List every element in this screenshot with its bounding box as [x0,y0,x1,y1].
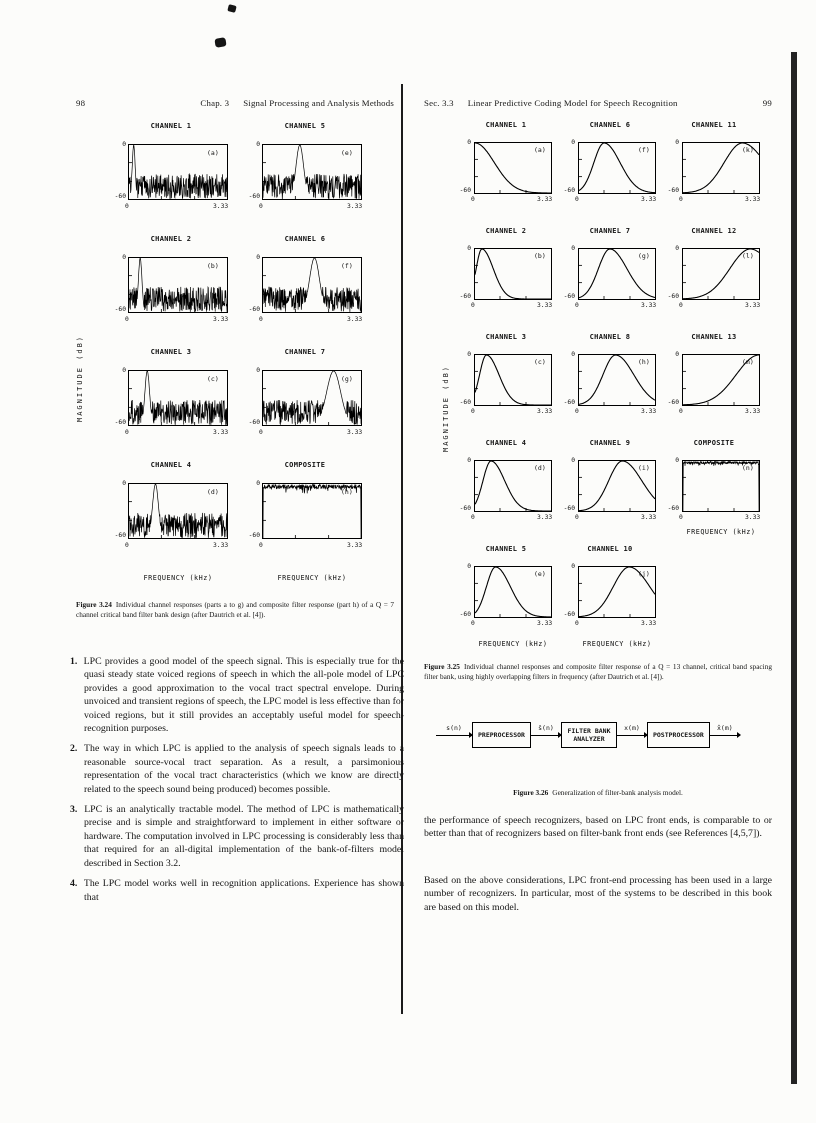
y-axis-max-label: 0 [571,563,575,570]
filter-response-curve [129,258,227,312]
y-axis-min-label: -60 [667,505,679,512]
plot-title: CHANNEL 12 [691,227,737,235]
plot-title: CHANNEL 5 [284,122,326,130]
filter-response-curve [683,143,759,193]
x-axis-min-label: 0 [259,542,263,549]
plot-title: CHANNEL 8 [589,333,631,341]
filter-response-curve [579,143,655,193]
plot-canvas [474,248,552,300]
x-axis-min-label: 0 [575,620,579,627]
plot-title: CHANNEL 3 [150,348,192,356]
plot-canvas [474,566,552,618]
plot-title: CHANNEL 1 [150,122,192,130]
section-label: Sec. 3.3 [424,98,454,108]
y-axis-min-label: -60 [248,193,260,200]
y-axis-max-label: 0 [675,245,679,252]
plot-part-letter: (b) [534,252,546,260]
y-axis-max-label: 0 [122,141,126,148]
y-axis-max-label: 0 [571,139,575,146]
plot-part-letter: (k) [742,146,754,154]
plot-body [454,118,558,224]
arrow-icon [436,735,472,736]
list-item-text: The way in which LPC is applied to the analysis of speech signals leads to a reasonable source-vocal tract separation. As a result, a parsimonious representation of the vocal tract characteristics (which we know are directly related to the speech sound being produced) becomes possible. [80,743,404,795]
filter-response-plot [238,344,372,457]
plot-body [238,118,372,231]
filter-response-plot [662,118,766,224]
plot-part-letter: (d) [207,488,219,496]
y-axis-max-label: 0 [571,457,575,464]
plot-canvas [128,257,228,313]
right-running-head [424,98,772,108]
plot-body [558,224,662,330]
x-axis-max-label: 3.33 [641,408,657,415]
figure-3-24-caption [76,600,394,619]
filter-response-curve [263,145,361,199]
y-axis-max-label: 0 [571,245,575,252]
plot-body [454,224,558,330]
filter-response-plot [454,224,558,330]
figure-3-26-caption [424,788,772,798]
y-axis-max-label: 0 [256,141,260,148]
y-axis-min-label: -60 [114,306,126,313]
filter-response-curve [579,249,655,298]
plot-body [238,231,372,344]
y-axis-min-label: -60 [459,611,471,618]
filter-response-curve [263,371,361,425]
plot-part-letter: (g) [638,252,650,260]
body-paragraph: Based on the above considerations, LPC front-end processing has been used in a large number of recognizers. In particular, most of the systems to be described in this book are based on this model. [424,875,772,913]
y-axis-min-label: -60 [563,505,575,512]
y-axis-min-label: -60 [563,293,575,300]
plot-part-letter: (f) [638,146,650,154]
plot-part-letter: (c) [534,358,546,366]
y-axis-min-label: -60 [459,187,471,194]
x-axis-title: FREQUENCY (kHz) [478,640,548,648]
spacer [678,98,763,108]
postprocessor-block: POSTPROCESSOR [647,722,710,748]
x-axis-title: FREQUENCY (kHz) [582,640,652,648]
y-axis-max-label: 0 [256,254,260,261]
x-axis-min-label: 0 [575,408,579,415]
filter-response-plot [104,118,238,231]
filter-response-curve [475,567,551,617]
x-axis-min-label: 0 [125,429,129,436]
x-axis-min-label: 0 [575,302,579,309]
x-axis-min-label: 0 [259,203,263,210]
arrow-icon [531,735,561,736]
x-axis-min-label: 0 [125,203,129,210]
list-item-text: LPC provides a good model of the speech signal. This is especially true for the quasi steady state voiced regions of speech in which the all-pole model of LPC provides a good approximation to the vocal tract spectral envelope. During unvoiced and transient regions of speech, the LPC model is less effective than for voiced regions, but it still provides an acceptably useful model for speech-recognition purposes. [80,656,404,735]
plot-part-letter: (f) [341,262,353,270]
filter-bank-analyzer-block: FILTER BANK ANALYZER [561,722,617,748]
y-axis-title-right: MAGNITUDE (dB) [442,364,450,452]
y-axis-min-label: -60 [667,399,679,406]
x-axis-max-label: 3.33 [745,514,761,521]
y-axis-max-label: 0 [467,351,471,358]
plot-part-letter: (m) [742,358,754,366]
y-axis-max-label: 0 [256,480,260,487]
plot-body [454,542,558,648]
plot-canvas [682,354,760,406]
x-axis-title: FREQUENCY (kHz) [143,574,213,582]
y-axis-min-label: -60 [563,399,575,406]
filter-response-plot [662,436,766,542]
caption-label: Figure 3.26 [513,788,549,797]
y-axis-max-label: 0 [122,254,126,261]
filter-response-curve [475,355,551,405]
plot-part-letter: (d) [534,464,546,472]
y-axis-min-label: -60 [459,399,471,406]
section-title: Linear Predictive Coding Model for Speech Recognition [467,98,678,108]
numbered-list-item [70,877,404,904]
plot-body [104,118,238,231]
plot-part-letter: (a) [207,149,219,157]
x-axis-max-label: 3.33 [745,408,761,415]
filter-response-plot [558,118,662,224]
numbered-list [70,655,404,911]
caption-label: Figure 3.24 [76,600,112,609]
plot-body [662,436,766,542]
plot-title: CHANNEL 6 [284,235,326,243]
y-axis-min-label: -60 [563,187,575,194]
filter-response-curve [475,249,551,299]
plot-part-letter: (a) [534,146,546,154]
filter-response-plot [454,330,558,436]
y-axis-max-label: 0 [467,457,471,464]
caption-text: Individual channel responses and composite filter response of a Q = 13 channel, critical band spacing filter bank, using highly overlapping filters in frequency (after Dautrich et al. [4]). [424,662,772,681]
x-axis-min-label: 0 [471,196,475,203]
plot-grid-spacer [662,542,766,648]
plot-canvas [474,142,552,194]
plot-canvas [682,142,760,194]
plot-part-letter: (i) [638,464,650,472]
filter-response-plot [238,457,372,570]
filter-response-plot [454,436,558,542]
plot-canvas [128,483,228,539]
plot-canvas [682,248,760,300]
y-axis-max-label: 0 [675,457,679,464]
filter-response-plot [558,542,662,648]
left-page-number: 98 [76,98,86,108]
plot-canvas [682,460,760,512]
scan-mark [227,4,236,13]
scan-edge-shadow [791,52,797,1084]
list-item-text: The LPC model works well in recognition applications. Experience has shown that [80,878,404,903]
plot-title: CHANNEL 5 [485,545,527,553]
filter-response-plot [662,224,766,330]
filter-response-plot [558,224,662,330]
filter-response-curve [579,461,655,511]
signal-label: x(m) [624,723,640,732]
spacer [85,98,200,108]
y-axis-min-label: -60 [114,532,126,539]
numbered-list-item [70,742,404,796]
plot-part-letter: (h) [341,488,353,496]
plot-body [104,344,238,457]
filter-response-plot [238,231,372,344]
x-axis-max-label: 3.33 [347,203,363,210]
plot-part-letter: (b) [207,262,219,270]
plot-part-letter: (h) [638,358,650,366]
x-axis-title: FREQUENCY (kHz) [686,528,756,536]
plot-body [454,436,558,542]
plot-title: CHANNEL 7 [589,227,631,235]
x-axis-max-label: 3.33 [641,302,657,309]
filter-response-curve [683,249,759,299]
filter-response-curve [129,371,227,425]
chapter-label: Chap. 3 [200,98,230,108]
plot-canvas [578,354,656,406]
plot-canvas [578,460,656,512]
filter-response-curve [579,355,655,404]
y-axis-max-label: 0 [467,563,471,570]
x-axis-max-label: 3.33 [745,302,761,309]
plot-body [662,330,766,436]
filter-response-plot [104,231,238,344]
filter-response-plot [558,436,662,542]
y-axis-max-label: 0 [256,367,260,374]
plot-body [104,457,238,570]
x-axis-min-label: 0 [259,316,263,323]
chapter-title: Signal Processing and Analysis Methods [243,98,394,108]
signal-arrow [617,723,647,736]
filter-response-plot [454,118,558,224]
filter-response-curve [683,355,759,405]
right-page-number: 99 [762,98,772,108]
plot-body [104,231,238,344]
y-axis-max-label: 0 [122,367,126,374]
signal-label: s(n) [446,723,462,732]
filter-response-curve [263,258,361,312]
x-axis-max-label: 3.33 [347,429,363,436]
x-axis-max-label: 3.33 [537,196,553,203]
filter-response-plot [238,118,372,231]
list-item-number: 2. [70,743,78,755]
x-axis-min-label: 0 [471,514,475,521]
plot-canvas [578,142,656,194]
plot-canvas [128,144,228,200]
x-axis-min-label: 0 [125,316,129,323]
signal-arrow [710,723,740,736]
plot-body [558,542,662,648]
plot-canvas [578,248,656,300]
plot-title: CHANNEL 13 [691,333,737,341]
x-axis-max-label: 3.33 [213,316,229,323]
x-axis-max-label: 3.33 [537,620,553,627]
x-axis-max-label: 3.33 [347,316,363,323]
filter-response-plot [558,330,662,436]
filter-response-plot [104,457,238,570]
plot-title: CHANNEL 4 [485,439,527,447]
plot-body [662,118,766,224]
filter-response-curve [683,461,759,511]
plot-title: COMPOSITE [693,439,735,447]
arrow-icon [710,735,740,736]
plot-part-letter: (c) [207,375,219,383]
plot-title: CHANNEL 11 [691,121,737,129]
x-axis-min-label: 0 [679,514,683,521]
signal-label: x̂(m) [717,723,733,732]
filter-response-curve [129,484,227,538]
filter-response-plot [662,330,766,436]
x-axis-max-label: 3.33 [537,302,553,309]
figure-3-25-caption [424,662,772,681]
plot-body [454,330,558,436]
figure-3-24-plot-grid [104,118,372,570]
plot-canvas [128,370,228,426]
x-axis-max-label: 3.33 [213,203,229,210]
y-axis-min-label: -60 [248,532,260,539]
y-axis-max-label: 0 [675,139,679,146]
x-axis-min-label: 0 [471,302,475,309]
y-axis-min-label: -60 [248,306,260,313]
filter-response-curve [475,461,551,511]
y-axis-max-label: 0 [571,351,575,358]
x-axis-min-label: 0 [471,408,475,415]
filter-response-plot [104,344,238,457]
y-axis-min-label: -60 [459,293,471,300]
list-item-number: 4. [70,878,78,890]
y-axis-title-left: MAGNITUDE (dB) [76,334,84,422]
plot-part-letter: (l) [742,252,754,260]
plot-body [238,344,372,457]
signal-arrow [531,723,561,736]
plot-title: CHANNEL 1 [485,121,527,129]
x-axis-max-label: 3.33 [213,429,229,436]
plot-body [558,436,662,542]
plot-part-letter: (e) [534,570,546,578]
left-running-head [76,98,394,108]
plot-body [558,118,662,224]
x-axis-max-label: 3.33 [641,196,657,203]
signal-label: ŝ(n) [538,723,554,732]
y-axis-max-label: 0 [467,245,471,252]
x-axis-max-label: 3.33 [641,620,657,627]
x-axis-max-label: 3.33 [213,542,229,549]
filter-response-plot [454,542,558,648]
x-axis-max-label: 3.33 [745,196,761,203]
plot-body [558,330,662,436]
caption-text: Generalization of filter-bank analysis model. [552,788,683,797]
y-axis-min-label: -60 [248,419,260,426]
preprocessor-block: PREPROCESSOR [472,722,531,748]
figure-3-26-diagram [436,722,780,748]
plot-canvas [262,257,362,313]
x-axis-max-label: 3.33 [537,514,553,521]
filter-response-curve [475,143,551,193]
y-axis-min-label: -60 [114,193,126,200]
x-axis-title: FREQUENCY (kHz) [277,574,347,582]
plot-title: CHANNEL 7 [284,348,326,356]
y-axis-min-label: -60 [563,611,575,618]
scan-mark [214,37,226,48]
plot-canvas [474,460,552,512]
plot-title: CHANNEL 2 [150,235,192,243]
filter-response-curve [263,485,361,539]
plot-part-letter: (n) [742,464,754,472]
plot-part-letter: (e) [341,149,353,157]
x-axis-min-label: 0 [575,196,579,203]
plot-canvas [262,370,362,426]
x-axis-max-label: 3.33 [641,514,657,521]
caption-text: Individual channel responses (parts a to g) and composite filter response (part h) of a Q = 7 channel critical band filter bank design (after Dautrich et al. [4]). [76,600,394,619]
x-axis-min-label: 0 [259,429,263,436]
y-axis-min-label: -60 [114,419,126,426]
plot-title: CHANNEL 6 [589,121,631,129]
filter-response-curve [579,567,655,617]
y-axis-min-label: -60 [667,187,679,194]
plot-title: CHANNEL 9 [589,439,631,447]
x-axis-max-label: 3.33 [347,542,363,549]
plot-canvas [262,483,362,539]
plot-canvas [578,566,656,618]
x-axis-min-label: 0 [679,302,683,309]
plot-body [238,457,372,570]
filter-response-curve [129,145,227,199]
plot-part-letter: (j) [638,570,650,578]
plot-title: CHANNEL 10 [587,545,633,553]
y-axis-min-label: -60 [459,505,471,512]
y-axis-min-label: -60 [667,293,679,300]
y-axis-max-label: 0 [122,480,126,487]
x-axis-min-label: 0 [471,620,475,627]
arrow-icon [617,735,647,736]
x-axis-min-label: 0 [575,514,579,521]
plot-canvas [262,144,362,200]
list-item-number: 1. [70,656,78,667]
numbered-list-item [70,655,404,735]
y-axis-max-label: 0 [467,139,471,146]
plot-canvas [474,354,552,406]
x-axis-min-label: 0 [679,196,683,203]
plot-title: CHANNEL 3 [485,333,527,341]
signal-arrow [436,723,472,736]
plot-part-letter: (g) [341,375,353,383]
plot-title: COMPOSITE [284,461,326,469]
plot-title: CHANNEL 2 [485,227,527,235]
body-paragraph: the performance of speech recognizers, based on LPC front ends, is comparable to or better than that of recognizers based on filter-bank front ends (see References [4,5,7]). [424,815,772,840]
figure-3-25-plot-grid [454,118,766,648]
list-item-number: 3. [70,804,78,816]
x-axis-min-label: 0 [679,408,683,415]
x-axis-min-label: 0 [125,542,129,549]
list-item-text: LPC is an analytically tractable model. The method of LPC is mathematically precise and is simple and straightforward to implement in either software or hardware. The computation involved in LPC processing is considerably less than that required for an all-digital implementation of the bank-of-filters model described in Section 3.2. [80,804,404,869]
caption-label: Figure 3.25 [424,662,460,671]
y-axis-max-label: 0 [675,351,679,358]
plot-title: CHANNEL 4 [150,461,192,469]
numbered-list-item [70,803,404,870]
plot-body [662,224,766,330]
x-axis-max-label: 3.33 [537,408,553,415]
